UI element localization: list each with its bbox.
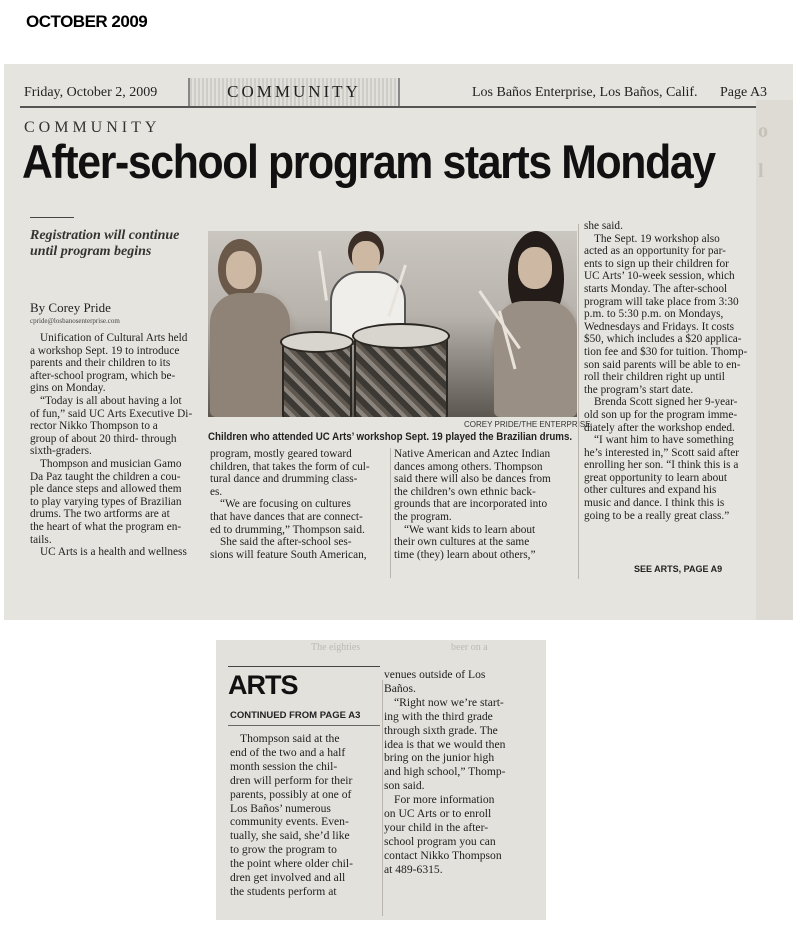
text-line: idea is that we would then (384, 737, 506, 751)
text-line: Brenda Scott signed her 9-year- (594, 396, 738, 409)
article-column-1 (30, 332, 208, 559)
text-line: contact Nikko Thompson (384, 848, 502, 862)
text-line: drums. The two artforms are at (30, 508, 170, 521)
article-photo-children-drumming (208, 231, 577, 417)
text-line: said there will also be dances from (394, 473, 551, 486)
text-line: children, that takes the form of cul- (210, 460, 370, 473)
text-line: $50, which includes a $20 applica- (584, 333, 742, 346)
text-line: program, mostly geared toward (210, 448, 352, 460)
photo-caption: Children who attended UC Arts’ workshop Sept. 19 played the Brazilian drums. (208, 431, 573, 443)
text-line: parents, possibly at one of (230, 787, 352, 801)
text-line: tion fee and $30 for tuition. Thomp- (584, 345, 748, 358)
text-line: and high school,” Thomp- (384, 765, 506, 779)
text-line: of fun,” said UC Arts Executive Di- (30, 407, 193, 420)
text-line: parents and their children to its (30, 357, 171, 370)
page-header (4, 78, 793, 108)
text-line: month session the chil- (230, 759, 338, 773)
header-page-number: Page A3 (720, 85, 768, 100)
text-line: on UC Arts or to enroll (384, 807, 492, 821)
text-line: bring on the junior high (384, 751, 495, 765)
text-line: to play varying types of Brazilian (30, 495, 182, 508)
text-line: after-school program, which be- (30, 369, 176, 382)
text-line: “We want kids to learn about (404, 523, 536, 536)
text-line: through sixth grade. The (384, 723, 498, 737)
text-line: a workshop Sept. 19 to introduce (30, 344, 180, 357)
header-rule (20, 106, 756, 108)
text-line: tural dance and drumming class- (210, 473, 358, 486)
text-line: Da Paz taught the children a cou- (30, 470, 181, 483)
article-deck (30, 228, 210, 260)
text-line: dances among others. Thompson (394, 460, 543, 473)
article-column-2 (210, 448, 390, 561)
deck-line: until program begins (30, 244, 152, 259)
text-line: p.m. to 5:30 p.m. on Mondays, (584, 308, 724, 321)
deck-rule (30, 217, 74, 218)
text-line: For more information (394, 793, 495, 807)
text-line: the program. (394, 510, 452, 523)
text-line: ents to sign up their children for (584, 257, 729, 270)
photo-credit: COREY PRIDE/THE ENTERPRISE (464, 420, 591, 429)
text-line: “We are focusing on cultures (220, 498, 351, 511)
column-rule (382, 680, 383, 916)
text-line: dren get involved and all (230, 871, 346, 885)
text-line: program will take place from 3:30 (584, 295, 739, 308)
text-line: she said. (584, 220, 623, 232)
continuation-column-1 (230, 732, 380, 899)
text-line: the program’s start date. (584, 383, 694, 396)
text-line: “Today is all about having a lot (40, 394, 182, 407)
text-line: “Right now we’re start- (394, 695, 504, 709)
text-line: Unification of Cultural Arts held (40, 332, 188, 344)
adjacent-page-bleed: o l (756, 100, 793, 620)
text-line: sixth-graders. (30, 445, 92, 458)
text-line: the point where older chil- (230, 857, 353, 871)
text-line: gins on Monday. (30, 382, 106, 395)
continued-from-label: CONTINUED FROM PAGE A3 (230, 710, 361, 721)
text-line: time (they) learn about others,” (394, 548, 536, 561)
text-line: going to be a really great class.” (584, 509, 730, 522)
continuation-clipping: The eighties beer on a ARTS CONTINUED FROM PAGE A3 Thompson said at the end of the two and a half month session the chil- dren will perform for their parents, possibly at one of Los Baños’ numerous community events. Even- tually, she said, she’d like to grow the program to the point where older chil- dren get involved and all the students perform at venues outside of Los Baños. “Right now we’re start- ing with the third grade through sixth grade. The idea is that we would then bring on the junior high and high school,” Thomp- son said. For more information on UC Arts or to enroll your child in the after- school program you can contact Nikko Thompson at 489-6315. (216, 640, 546, 920)
text-line: Wednesdays and Fridays. It costs (584, 320, 735, 333)
continuation-column-2 (384, 668, 536, 877)
continuation-title: ARTS (228, 670, 298, 700)
deck-line: Registration will continue (30, 228, 180, 243)
text-line: son said parents will be able to en- (584, 358, 741, 371)
text-line: enrolling her son. “I think this is a (584, 459, 739, 472)
text-line: ing with the third grade (384, 709, 493, 723)
text-line: tails. (30, 533, 52, 546)
arts-top-rule (228, 666, 380, 667)
text-line: Thompson said at the (240, 732, 340, 745)
text-line: old son up for the program imme- (584, 408, 738, 421)
text-line: es. (210, 485, 223, 498)
text-line: the heart of what the program en- (30, 520, 182, 533)
text-line: group of about 20 third- through (30, 432, 177, 445)
text-line: Native American and Aztec Indian (394, 448, 551, 460)
text-line: grounds that are incorporated into (394, 498, 548, 511)
continued-rule (228, 725, 380, 726)
text-line: the students perform at (230, 884, 337, 898)
text-line: rector Nikko Thompson to a (30, 420, 158, 433)
header-section: COMMUNITY (188, 78, 400, 106)
header-paper-name: Los Baños Enterprise, Los Baños, Calif. (472, 85, 698, 100)
column-rule (390, 448, 391, 578)
article-kicker: COMMUNITY (24, 119, 161, 136)
text-line: ed to drumming,” Thompson said. (210, 523, 365, 536)
text-line: end of the two and a half (230, 745, 346, 759)
text-line: ple dance steps and allowed them (30, 483, 182, 496)
article-byline: By Corey Pride (30, 300, 111, 315)
text-line: music and dance. I think this is (584, 497, 725, 510)
jump-line: SEE ARTS, PAGE A9 (634, 564, 723, 574)
text-line: She said the after-school ses- (220, 536, 352, 549)
article-column-4 (584, 220, 762, 522)
text-line: The Sept. 19 workshop also (594, 232, 720, 245)
text-line: he’s interested in,” Scott said after (584, 446, 739, 459)
header-date: Friday, October 2, 2009 (24, 85, 158, 100)
text-line: your child in the after- (384, 820, 489, 834)
text-line: great opportunity to learn about (584, 471, 728, 484)
text-line: son said. (384, 779, 425, 793)
author-email: cpride@losbanosenterprise.com (30, 317, 120, 325)
text-line: at 489-6315. (384, 862, 443, 876)
text-line: Baños. (384, 681, 416, 695)
article-column-3 (394, 448, 574, 561)
text-line: dren will perform for their (230, 773, 353, 787)
text-line: tually, she said, she’d like (230, 829, 350, 843)
text-line: other cultures and expand his (584, 484, 717, 497)
text-line: acted as an opportunity for par- (584, 245, 726, 258)
text-line: their own cultures at the same (394, 536, 530, 549)
text-line: diately after the workshop ended. (584, 421, 735, 434)
archive-date-label: OCTOBER 2009 (26, 12, 148, 31)
column-rule (578, 224, 579, 579)
text-line: school program you can (384, 834, 496, 848)
text-line: starts Monday. The after-school (584, 282, 728, 295)
main-article-clipping (4, 64, 793, 620)
text-line: Thompson and musician Gamo (40, 457, 182, 470)
text-line: venues outside of Los (384, 668, 486, 681)
article-headline: After-school program starts Monday (22, 135, 715, 188)
text-line: UC Arts’ 10-week session, which (584, 270, 735, 283)
text-line: Los Baños’ numerous (230, 801, 331, 815)
text-line: UC Arts is a health and wellness (40, 546, 187, 559)
text-line: community events. Even- (230, 815, 349, 829)
text-line: “I want him to have something (594, 434, 734, 447)
text-line: that have dances that are connect- (210, 510, 363, 523)
text-line: the children’s own ethnic back- (394, 485, 536, 498)
text-line: sions will feature South American, (210, 548, 367, 561)
text-line: to grow the program to (230, 843, 337, 857)
text-line: roll their children right up until (584, 371, 725, 384)
